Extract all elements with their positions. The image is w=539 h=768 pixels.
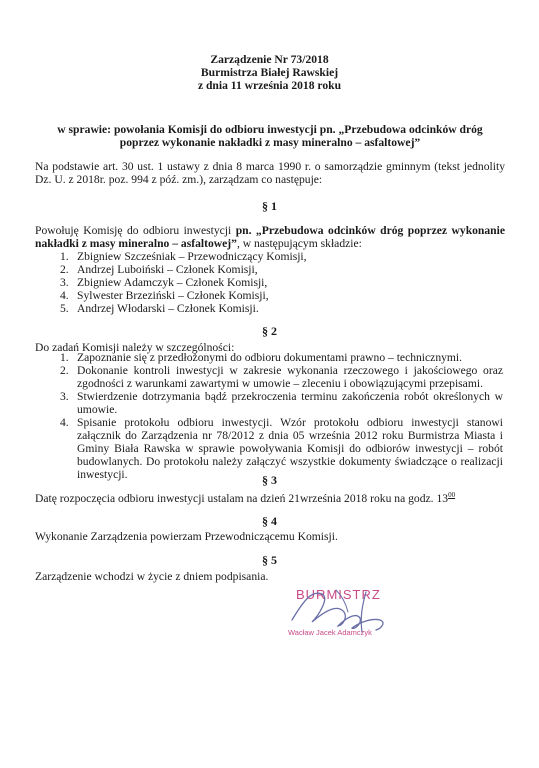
task-item-text: Spisanie protokołu odbioru inwestycji. Wzór protokołu odbioru inwestycji stanowi załącznik do Zarządzenia nr 78/2012 z dnia 05 września 2012 roku Burmistrza Miasta i Gminy Biała Rawska w sprawie powoływania Komisji do odbiorów inwestycji – robót budowlanych. Do protokołu należy załączyć wszystkie dokumenty świadczące o realizacji inwestycji. bbox=[77, 416, 503, 481]
member-item-number: 1. bbox=[60, 250, 69, 263]
member-item bbox=[60, 250, 500, 263]
task-item-text: Zapoznanie się z przedłożonymi do odbioru dokumentami prawno – technicznymi. bbox=[77, 351, 463, 364]
issuer: Burmistrza Białej Rawskiej bbox=[200, 66, 339, 79]
section-1-prefix: Powołuję Komisję do odbioru inwestycji bbox=[35, 224, 236, 237]
member-item-number: 3. bbox=[60, 276, 69, 289]
member-item bbox=[60, 302, 500, 315]
task-item-number: 2. bbox=[60, 364, 69, 377]
document-header bbox=[0, 53, 539, 92]
member-item bbox=[60, 289, 500, 302]
member-item-text: Zbigniew Adamczyk – Członek Komisji, bbox=[77, 276, 268, 289]
member-item bbox=[60, 263, 500, 276]
member-item-text: Andrzej Luboiński – Członek Komisji, bbox=[77, 263, 258, 276]
task-item bbox=[60, 390, 503, 416]
acceptance-date-text: Datę rozpoczęcia odbioru inwestycji ustalam na dzień 21września 2018 roku na godz. 13 bbox=[35, 491, 449, 505]
commission-members-list bbox=[60, 250, 500, 315]
subject-line-1: w sprawie: powołania Komisji do odbioru inwestycji pn. „Przebudowa odcinków dróg bbox=[57, 123, 483, 136]
issue-date: z dnia 11 września 2018 roku bbox=[197, 79, 342, 92]
section-3-heading: § 3 bbox=[262, 473, 277, 487]
section-4-heading: § 4 bbox=[262, 514, 277, 528]
signature-stamp bbox=[282, 588, 432, 658]
section-5-heading: § 5 bbox=[262, 553, 277, 567]
section-1-text bbox=[35, 224, 505, 250]
member-item-text: Zbigniew Szcześniak – Przewodniczący Komisji, bbox=[77, 250, 307, 263]
member-item bbox=[60, 276, 500, 289]
stamp-name: Wacław Jacek Adamczyk bbox=[288, 628, 372, 637]
subject bbox=[20, 123, 520, 149]
member-item-number: 2. bbox=[60, 263, 69, 276]
member-item-number: 5. bbox=[60, 302, 69, 315]
investment-name: pn. „Przebudowa odcinków dróg poprzez wykonanie nakładki z masy mineralno – asfaltowej” bbox=[35, 224, 505, 250]
section-1-suffix: , w następującym składzie: bbox=[236, 237, 362, 250]
stamp-title: BURMISTRZ bbox=[296, 587, 381, 602]
section-2-heading: § 2 bbox=[262, 324, 277, 338]
task-item-text: Stwierdzenie dotrzymania bądź przekroczenia terminu zakończenia robót określonych w umowie. bbox=[77, 390, 503, 416]
section-3-text bbox=[35, 489, 515, 505]
section-4-text: Wykonanie Zarządzenia powierzam Przewodniczącemu Komisji. bbox=[35, 530, 338, 543]
task-item bbox=[60, 351, 503, 364]
legal-basis: Na podstawie art. 30 ust. 1 ustawy z dnia 8 marca 1990 r. o samorządzie gminnym (tekst jednolity Dz. U. z 2018r. poz. 994 z póź. zm.), zarządzam co następuje: bbox=[35, 160, 505, 186]
section-1-heading: § 1 bbox=[262, 199, 277, 213]
member-item-number: 4. bbox=[60, 289, 69, 302]
time-minutes: 00 bbox=[448, 491, 456, 499]
task-item-number: 4. bbox=[60, 416, 69, 429]
ordinance-number: Zarządzenie Nr 73/2018 bbox=[210, 53, 329, 66]
commission-tasks-list bbox=[60, 351, 503, 481]
task-item-text: Dokonanie kontroli inwestycji w zakresie wykonania rzeczowego i jakościowego oraz zgodności z warunkami zawartymi w umowie – zleceniu i obowiązującymi przepisami. bbox=[77, 364, 503, 390]
member-item-text: Sylwester Brzeziński – Członek Komisji, bbox=[77, 289, 269, 302]
task-item bbox=[60, 416, 503, 481]
task-item bbox=[60, 364, 503, 390]
member-item-text: Andrzej Włodarski – Członek Komisji. bbox=[77, 302, 259, 315]
task-item-number: 3. bbox=[60, 390, 69, 403]
section-5-text: Zarządzenie wchodzi w życie z dniem podpisania. bbox=[35, 570, 269, 583]
section-2-intro: Do zadań Komisji należy w szczególności: bbox=[35, 341, 235, 354]
task-item-number: 1. bbox=[60, 351, 69, 364]
subject-line-2: poprzez wykonanie nakładki z masy mineralno – asfaltowej” bbox=[119, 136, 421, 149]
